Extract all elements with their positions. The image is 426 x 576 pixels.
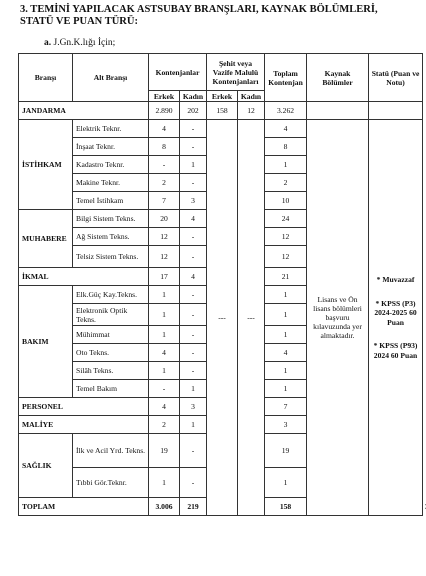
cell-sehit-erkek: 158 [207, 102, 238, 120]
brans-istihkam: İSTİHKAM [19, 120, 73, 210]
cell-alt-brans: Tıbbi Gör.Teknr. [73, 468, 149, 498]
table-row [19, 102, 423, 120]
cell-erkek: 19 [149, 434, 180, 468]
cell-toplam: 1 [265, 326, 307, 344]
cell-erkek: 4 [149, 344, 180, 362]
cell-erkek: 20 [149, 210, 180, 228]
cell-toplam: 7 [265, 398, 307, 416]
total-erkek: 3.006 [149, 498, 180, 516]
cell-alt-brans: İlk ve Acil Yrd. Tekns. [73, 434, 149, 468]
cell-kadin: - [180, 120, 207, 138]
cell-alt-brans: Mühimmat [73, 326, 149, 344]
cell-alt-brans: Elektrik Teknr. [73, 120, 149, 138]
header-sehit: Şehit veya Vazife Malulü Kontenjanları [207, 54, 265, 91]
cell-erkek: - [149, 380, 180, 398]
cell-kadin: 202 [180, 102, 207, 120]
subsection-heading [44, 38, 115, 48]
total-kadin: 219 [180, 498, 207, 516]
cell-toplam: 1 [265, 156, 307, 174]
cell-alt-brans: Telsiz Sistem Tekns. [73, 246, 149, 268]
cell-statu-empty [369, 102, 423, 120]
header-alt-brans: Alt Branşı [73, 54, 149, 102]
section-heading: 3. TEMİNİ YAPILACAK ASTSUBAY BRANŞLARI, KAYNAK BÖLÜMLERİ, STATÜ VE PUAN TÜRÜ: [20, 4, 378, 27]
cell-kadin: 1 [180, 380, 207, 398]
cell-toplam: 24 [265, 210, 307, 228]
statu-line: * KPSS (P3) 2024-2025 60 Puan [374, 298, 417, 327]
cell-kadin: - [180, 468, 207, 498]
cell-erkek: 8 [149, 138, 180, 156]
cell-toplam: 2 [265, 174, 307, 192]
brans-personel: PERSONEL [19, 398, 149, 416]
statu-line: * Muvazzaf [376, 275, 415, 284]
brans-bakim: BAKIM [19, 286, 73, 398]
header-kontenjanlar: Kontenjanlar [149, 54, 207, 91]
cell-sehit-kadin-dash: --- [238, 120, 265, 516]
cell-kadin: 1 [180, 416, 207, 434]
cell-kadin: - [180, 362, 207, 380]
cell-kadin: - [180, 138, 207, 156]
total-sehit-erkek: 158 [265, 498, 307, 516]
cell-alt-brans: Elektronik Optik Tekns. [73, 304, 149, 326]
cell-erkek: - [149, 156, 180, 174]
cell-toplam: 10 [265, 192, 307, 210]
brans-saglik: SAĞLIK [19, 434, 73, 498]
cell-erkek: 1 [149, 326, 180, 344]
total-label: TOPLAM [19, 498, 149, 516]
cell-toplam: 1 [265, 286, 307, 304]
cell-erkek: 1 [149, 468, 180, 498]
cell-kadin: 4 [180, 268, 207, 286]
cell-alt-brans: Oto Tekns. [73, 344, 149, 362]
cell-alt-brans: Temel Bakım [73, 380, 149, 398]
cell-kadin: - [180, 344, 207, 362]
cell-alt-brans: Bilgi Sistem Tekns. [73, 210, 149, 228]
cell-kadin: 3 [180, 192, 207, 210]
cell-toplam: 3 [265, 416, 307, 434]
cell-erkek: 2 [149, 174, 180, 192]
header-kadin: Kadın [180, 91, 207, 102]
cell-sehit-kadin: 12 [238, 102, 265, 120]
cell-alt-brans: Silâh Tekns. [73, 362, 149, 380]
cell-alt-brans: Makine Teknr. [73, 174, 149, 192]
cell-sehit-erkek-dash: --- [207, 120, 238, 516]
statu-line: * KPSS (P93) 2024 60 Puan [373, 341, 418, 360]
cell-kadin: - [180, 174, 207, 192]
header-erkek: Erkek [149, 91, 180, 102]
cell-kaynak-bolumler: Lisans ve Ön lisans bölümleri başvuru kılavuzunda yer almaktadır. [307, 120, 369, 516]
cell-alt-brans: Temel İstihkam [73, 192, 149, 210]
cell-erkek: 2 [149, 416, 180, 434]
header-sehit-kadin: Kadın [238, 91, 265, 102]
cell-toplam: 3.262 [265, 102, 307, 120]
cell-erkek: 12 [149, 228, 180, 246]
cell-kadin: - [180, 326, 207, 344]
cell-kaynak-empty [307, 102, 369, 120]
cell-toplam: 4 [265, 344, 307, 362]
cell-kadin: - [180, 228, 207, 246]
cell-toplam: 4 [265, 120, 307, 138]
header-sehit-erkek: Erkek [207, 91, 238, 102]
brans-muhabere: MUHABERE [19, 210, 73, 268]
cell-erkek: 1 [149, 362, 180, 380]
cell-toplam: 1 [265, 468, 307, 498]
cell-toplam: 8 [265, 138, 307, 156]
cell-erkek: 1 [149, 286, 180, 304]
cell-erkek: 17 [149, 268, 180, 286]
brans-jandarma: JANDARMA [19, 102, 149, 120]
header-kaynak: Kaynak Bölümler [307, 54, 369, 102]
cell-kadin: 4 [180, 210, 207, 228]
cell-kadin: - [180, 286, 207, 304]
cell-erkek: 1 [149, 304, 180, 326]
cell-erkek: 12 [149, 246, 180, 268]
cell-alt-brans: Kadastro Teknr. [73, 156, 149, 174]
subsection-text: J.Gn.K.lığı İçin; [53, 38, 116, 48]
branch-quota-table [18, 53, 423, 516]
cell-kadin: 3 [180, 398, 207, 416]
cell-erkek: 2.890 [149, 102, 180, 120]
table-header-row [19, 54, 423, 91]
table-row [19, 120, 423, 138]
header-statu: Statü (Puan ve Notu) [369, 54, 423, 102]
brans-ikmal: İKMAL [19, 268, 149, 286]
cell-erkek: 7 [149, 192, 180, 210]
header-toplam: Toplam Kontenjan [265, 54, 307, 102]
cell-toplam: 19 [265, 434, 307, 468]
cell-toplam: 1 [265, 380, 307, 398]
cell-toplam: 12 [265, 246, 307, 268]
cell-alt-brans: Ağ Sistem Tekns. [73, 228, 149, 246]
cell-statu [369, 120, 423, 516]
cell-toplam: 1 [265, 362, 307, 380]
cell-kadin: - [180, 246, 207, 268]
brans-maliye: MALİYE [19, 416, 149, 434]
cell-alt-brans: İnşaat Teknr. [73, 138, 149, 156]
cell-kadin: - [180, 434, 207, 468]
cell-kadin: 1 [180, 156, 207, 174]
cell-erkek: 4 [149, 398, 180, 416]
cell-alt-brans: Elk.Güç Kay.Tekns. [73, 286, 149, 304]
cell-kadin: - [180, 304, 207, 326]
header-brans: Branşı [19, 54, 73, 102]
cell-toplam: 21 [265, 268, 307, 286]
cell-toplam: 12 [265, 228, 307, 246]
cell-toplam: 1 [265, 304, 307, 326]
cell-erkek: 4 [149, 120, 180, 138]
subsection-prefix: a. [44, 38, 52, 48]
